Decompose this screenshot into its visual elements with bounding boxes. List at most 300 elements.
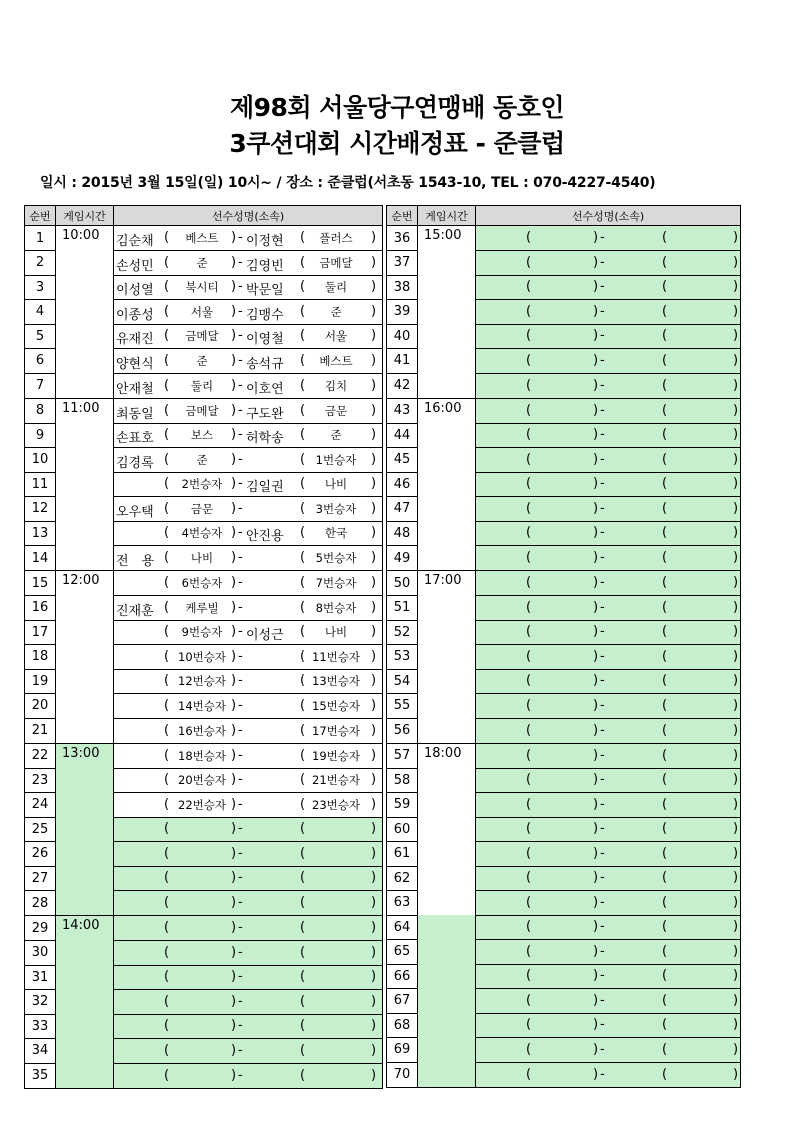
vs-dash: -	[600, 328, 605, 344]
player2-affiliation: 베스트	[319, 353, 353, 368]
player2-name: 이호연	[246, 381, 284, 397]
paren-close: )	[231, 722, 237, 738]
paren-open: (	[300, 673, 306, 689]
paren-close: )	[733, 599, 739, 615]
players-cell	[114, 768, 383, 793]
table-row	[25, 300, 383, 325]
table-row	[387, 989, 741, 1014]
paren-close: )	[593, 697, 599, 713]
table-header-row	[25, 206, 383, 226]
game-time	[56, 718, 114, 743]
match-players	[476, 720, 740, 742]
paren-open: (	[300, 500, 306, 516]
vs-dash: -	[600, 500, 605, 516]
row-number: 30	[25, 941, 56, 966]
row-number: 64	[387, 915, 418, 940]
paren-open: (	[526, 451, 532, 467]
row-number: 9	[25, 423, 56, 448]
player2-affiliation: 19번승자	[312, 748, 360, 763]
paren-close: )	[231, 427, 237, 443]
match-players	[114, 720, 382, 742]
match-players	[476, 1039, 740, 1061]
paren-open: (	[164, 352, 170, 368]
paren-close: )	[733, 648, 739, 664]
game-time	[418, 964, 476, 989]
paren-close: )	[593, 377, 599, 393]
player1-affiliation: 금메달	[185, 329, 219, 344]
table-row	[387, 398, 741, 423]
paren-open: (	[526, 919, 532, 935]
paren-close: )	[231, 697, 237, 713]
title-line-1: 제98회 서울당구연맹배 동호인	[230, 93, 564, 122]
table-row	[387, 448, 741, 473]
match-players	[476, 843, 740, 865]
match-players	[476, 473, 740, 495]
paren-close: )	[733, 1041, 739, 1057]
vs-dash: -	[600, 992, 605, 1008]
players-cell	[476, 373, 741, 398]
paren-open: (	[300, 550, 306, 565]
match-players	[114, 892, 382, 914]
table-row	[25, 448, 383, 473]
match-players	[114, 867, 382, 889]
paren-open: (	[300, 648, 306, 664]
row-number: 14	[25, 546, 56, 571]
player1-affiliation: 18번승자	[178, 748, 226, 763]
paren-open: (	[526, 796, 532, 812]
paren-close: )	[733, 821, 739, 837]
players-cell	[114, 965, 383, 990]
table-row	[25, 497, 383, 522]
paren-open: (	[662, 328, 668, 344]
game-time	[418, 694, 476, 719]
match-players	[114, 1065, 382, 1087]
player1-affiliation: 나비	[190, 551, 214, 565]
game-time	[418, 1062, 476, 1087]
paren-close: )	[371, 254, 377, 270]
vs-dash: -	[600, 796, 605, 812]
vs-dash: -	[238, 993, 243, 1009]
row-number: 2	[25, 251, 56, 276]
vs-dash: -	[238, 944, 243, 960]
player2-affiliation: 7번승자	[315, 576, 357, 590]
paren-close: )	[231, 525, 237, 541]
players-cell	[114, 398, 383, 423]
paren-open: (	[526, 722, 532, 738]
paren-close: )	[733, 697, 739, 713]
match-players	[476, 597, 740, 619]
paren-open: (	[526, 821, 532, 837]
table-row	[25, 645, 383, 670]
game-time	[418, 251, 476, 276]
row-number: 48	[387, 521, 418, 546]
paren-open: (	[662, 230, 668, 245]
players-cell	[476, 324, 741, 349]
paren-open: (	[300, 279, 306, 295]
table-row	[387, 423, 741, 448]
header-players: 선수성명(소속)	[114, 206, 383, 226]
vs-dash: -	[238, 254, 243, 270]
paren-close: )	[231, 451, 237, 467]
table-row	[25, 694, 383, 719]
paren-close: )	[593, 1017, 599, 1033]
vs-dash: -	[238, 821, 243, 837]
player1-affiliation: 준	[196, 255, 208, 270]
players-cell	[476, 423, 741, 448]
vs-dash: -	[238, 845, 243, 861]
players-cell	[476, 497, 741, 522]
paren-open: (	[300, 352, 306, 368]
paren-close: )	[371, 648, 377, 664]
match-players	[114, 769, 382, 791]
row-number: 10	[25, 448, 56, 473]
paren-close: )	[231, 500, 237, 516]
vs-dash: -	[238, 377, 243, 393]
row-number: 31	[25, 965, 56, 990]
paren-open: (	[300, 254, 306, 270]
paren-close: )	[231, 254, 237, 270]
row-number: 1	[25, 226, 56, 251]
paren-open: (	[526, 525, 532, 541]
player1-affiliation: 14번승자	[178, 698, 226, 713]
match-players	[476, 350, 740, 372]
paren-close: )	[231, 993, 237, 1009]
game-time	[418, 989, 476, 1014]
table-row	[25, 546, 383, 571]
player1-affiliation: 20번승자	[178, 773, 226, 788]
table-row	[387, 964, 741, 989]
paren-open: (	[526, 943, 532, 959]
paren-close: )	[371, 377, 377, 393]
vs-dash: -	[238, 1067, 243, 1083]
player1-name: 최동일	[116, 406, 154, 422]
players-cell	[476, 645, 741, 670]
player2-name: 박문일	[246, 283, 284, 299]
match-players	[476, 547, 740, 569]
player2-name: 김일권	[246, 480, 284, 496]
paren-open: (	[300, 845, 306, 861]
paren-close: )	[231, 772, 237, 788]
paren-close: )	[733, 992, 739, 1008]
vs-dash: -	[600, 525, 605, 541]
players-cell	[114, 669, 383, 694]
paren-open: (	[662, 550, 668, 565]
paren-open: (	[164, 575, 170, 590]
paren-open: (	[300, 920, 306, 935]
paren-open: (	[164, 772, 170, 788]
game-time	[418, 497, 476, 522]
row-number: 12	[25, 497, 56, 522]
row-number: 33	[25, 1014, 56, 1039]
game-time	[418, 842, 476, 867]
game-time: 13:00	[56, 743, 114, 768]
players-cell	[476, 251, 741, 276]
table-row	[387, 1062, 741, 1087]
paren-close: )	[733, 303, 739, 319]
vs-dash: -	[600, 894, 605, 910]
paren-open: (	[662, 722, 668, 738]
paren-close: )	[733, 427, 739, 443]
row-number: 24	[25, 793, 56, 818]
player1-name: 손성민	[116, 258, 154, 274]
players-cell	[114, 1039, 383, 1064]
row-number: 32	[25, 990, 56, 1015]
paren-open: (	[662, 772, 668, 788]
paren-open: (	[526, 599, 532, 615]
row-number: 63	[387, 891, 418, 916]
row-number: 46	[387, 472, 418, 497]
paren-open: (	[526, 575, 532, 590]
vs-dash: -	[238, 673, 243, 689]
paren-open: (	[164, 673, 170, 689]
paren-open: (	[526, 697, 532, 713]
paren-close: )	[733, 352, 739, 368]
table-row	[387, 275, 741, 300]
paren-close: )	[733, 550, 739, 565]
vs-dash: -	[600, 550, 605, 565]
game-time	[418, 940, 476, 965]
player2-affiliation: 금문	[324, 403, 348, 418]
match-players	[476, 695, 740, 717]
match-players	[114, 942, 382, 964]
paren-close: )	[231, 673, 237, 689]
paren-open: (	[164, 796, 170, 812]
paren-open: (	[300, 575, 306, 590]
table-row	[387, 1038, 741, 1063]
paren-close: )	[371, 944, 377, 960]
players-cell	[114, 916, 383, 941]
match-players	[114, 695, 382, 717]
paren-open: (	[300, 599, 306, 615]
player1-affiliation: 22번승자	[178, 797, 226, 812]
paren-close: )	[593, 500, 599, 516]
vs-dash: -	[600, 476, 605, 492]
paren-close: )	[231, 328, 237, 344]
players-cell	[476, 989, 741, 1014]
paren-close: )	[733, 279, 739, 295]
game-time: 15:00	[418, 226, 476, 251]
vs-dash: -	[600, 377, 605, 393]
table-row	[25, 768, 383, 793]
paren-close: )	[593, 476, 599, 492]
paren-open: (	[164, 821, 170, 837]
row-number: 70	[387, 1062, 418, 1087]
paren-close: )	[733, 525, 739, 541]
game-time	[418, 793, 476, 818]
table-row	[25, 990, 383, 1015]
table-row	[25, 891, 383, 916]
game-time	[56, 497, 114, 522]
paren-open: (	[164, 402, 170, 418]
match-players	[476, 252, 740, 274]
vs-dash: -	[238, 451, 243, 467]
vs-dash: -	[238, 550, 243, 565]
vs-dash: -	[238, 722, 243, 738]
players-cell	[476, 472, 741, 497]
paren-open: (	[526, 870, 532, 886]
paren-close: )	[593, 1041, 599, 1057]
paren-close: )	[231, 476, 237, 492]
row-number: 26	[25, 842, 56, 867]
paren-open: (	[526, 230, 532, 245]
match-players	[114, 424, 382, 446]
player1-affiliation: 준	[196, 353, 208, 368]
paren-close: )	[231, 352, 237, 368]
players-cell	[476, 398, 741, 423]
player1-affiliation: 9번승자	[181, 625, 223, 640]
players-cell	[476, 521, 741, 546]
player2-name: 이정현	[246, 234, 284, 249]
paren-close: )	[733, 451, 739, 467]
match-players	[476, 670, 740, 692]
match-players	[114, 375, 382, 397]
paren-open: (	[300, 772, 306, 788]
players-cell	[114, 1014, 383, 1039]
vs-dash: -	[238, 747, 243, 763]
game-time	[56, 768, 114, 793]
paren-open: (	[300, 427, 306, 443]
player2-name: 구도완	[246, 406, 284, 422]
players-cell	[476, 793, 741, 818]
player2-affiliation: 13번승자	[312, 674, 360, 689]
player1-affiliation: 6번승자	[181, 576, 223, 590]
match-players	[476, 867, 740, 889]
table-row	[25, 866, 383, 891]
game-time	[56, 300, 114, 325]
players-cell	[476, 596, 741, 621]
vs-dash: -	[238, 920, 243, 935]
paren-close: )	[231, 944, 237, 960]
vs-dash: -	[238, 427, 243, 443]
players-cell	[476, 669, 741, 694]
paren-open: (	[164, 944, 170, 960]
players-cell	[114, 645, 383, 670]
paren-close: )	[371, 525, 377, 541]
vs-dash: -	[600, 968, 605, 984]
table-row	[387, 866, 741, 891]
players-cell	[476, 817, 741, 842]
player2-affiliation: 한국	[324, 526, 348, 541]
game-time: 10:00	[56, 226, 114, 251]
players-cell	[114, 866, 383, 891]
player2-affiliation: 플러스	[319, 231, 353, 245]
player2-affiliation: 17번승자	[312, 723, 360, 738]
table-row	[25, 596, 383, 621]
match-players	[114, 301, 382, 323]
paren-close: )	[231, 845, 237, 861]
match-players	[114, 400, 382, 422]
paren-open: (	[662, 821, 668, 837]
paren-close: )	[733, 328, 739, 344]
vs-dash: -	[238, 697, 243, 713]
row-number: 11	[25, 472, 56, 497]
player2-name: 안진용	[246, 529, 284, 545]
player1-affiliation: 서울	[190, 304, 214, 319]
vs-dash: -	[238, 525, 243, 541]
player2-affiliation: 준	[330, 428, 342, 443]
player1-name: 오우택	[116, 504, 154, 520]
paren-open: (	[662, 427, 668, 443]
players-cell	[476, 571, 741, 596]
paren-close: )	[371, 747, 377, 763]
player1-name: 김경록	[116, 455, 154, 471]
vs-dash: -	[238, 575, 243, 590]
paren-close: )	[231, 279, 237, 295]
event-info: 일시 : 2015년 3월 15일(일) 10시~ / 장소 : 준클럽(서초동 1543-10, TEL : 070-4227-4540)	[40, 175, 656, 191]
paren-close: )	[733, 624, 739, 640]
paren-close: )	[593, 870, 599, 886]
players-cell	[114, 571, 383, 596]
paren-close: )	[593, 328, 599, 344]
game-time	[418, 472, 476, 497]
player2-name: 이영철	[246, 332, 284, 348]
title-line-2: 3쿠션대회 시간배정표 - 준클럽	[229, 129, 565, 158]
paren-open: (	[662, 673, 668, 689]
paren-open: (	[164, 722, 170, 738]
paren-open: (	[662, 870, 668, 886]
paren-open: (	[526, 550, 532, 565]
match-players	[476, 818, 740, 840]
game-time	[56, 793, 114, 818]
match-players	[476, 424, 740, 446]
players-cell	[476, 1062, 741, 1087]
game-time	[56, 423, 114, 448]
vs-dash: -	[238, 402, 243, 418]
player1-affiliation: 준	[196, 452, 208, 467]
row-number: 68	[387, 1013, 418, 1038]
paren-open: (	[662, 747, 668, 763]
game-time	[56, 521, 114, 546]
vs-dash: -	[600, 1066, 605, 1082]
match-players	[476, 941, 740, 963]
row-number: 58	[387, 768, 418, 793]
paren-close: )	[371, 993, 377, 1009]
header-players: 선수성명(소속)	[476, 206, 741, 226]
row-number: 20	[25, 694, 56, 719]
paren-close: )	[231, 575, 237, 590]
paren-open: (	[662, 377, 668, 393]
game-time	[418, 596, 476, 621]
row-number: 6	[25, 349, 56, 374]
vs-dash: -	[600, 648, 605, 664]
game-time	[56, 842, 114, 867]
paren-open: (	[526, 648, 532, 664]
game-time	[56, 324, 114, 349]
vs-dash: -	[600, 427, 605, 443]
paren-close: )	[593, 648, 599, 664]
table-row	[387, 915, 741, 940]
match-players	[476, 769, 740, 791]
paren-open: (	[164, 500, 170, 516]
match-players	[114, 621, 382, 643]
paren-open: (	[300, 476, 306, 492]
paren-close: )	[231, 402, 237, 418]
table-row	[387, 571, 741, 596]
match-players	[476, 375, 740, 397]
row-number: 65	[387, 940, 418, 965]
paren-open: (	[662, 1066, 668, 1082]
paren-open: (	[164, 969, 170, 985]
paren-close: )	[733, 796, 739, 812]
paren-open: (	[300, 969, 306, 985]
game-time: 14:00	[56, 916, 114, 941]
game-time	[418, 891, 476, 916]
paren-close: )	[371, 1042, 377, 1058]
players-cell	[476, 1038, 741, 1063]
paren-close: )	[593, 427, 599, 443]
match-players	[114, 547, 382, 569]
paren-open: (	[526, 254, 532, 270]
